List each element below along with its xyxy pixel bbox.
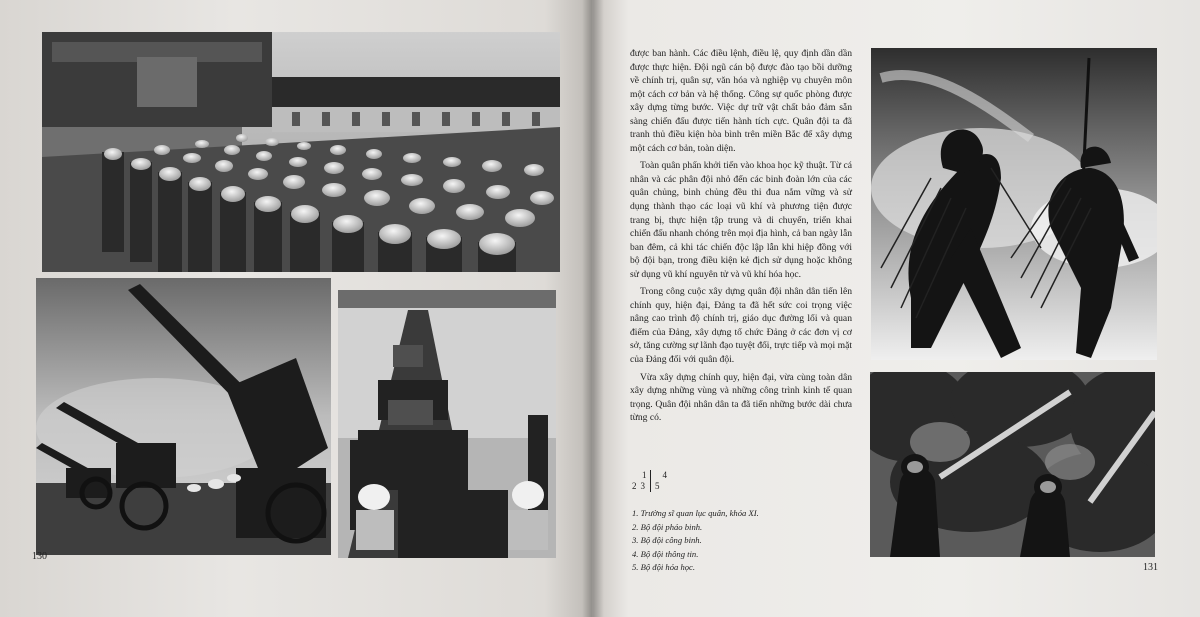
caption-4: 4. Bộ đội thông tin. — [632, 548, 699, 559]
photo-layout-key — [632, 470, 667, 492]
page-number-left: 130 — [32, 551, 47, 562]
paragraph-4: Vừa xây dựng chính quy, hiện đại, vừa cùng toàn dân xây dựng những vùng và những công trình kinh tế quan trọng. Quân đội nhân dân ta đã tiến những bước dài chưa từng có. — [630, 371, 852, 424]
photo-signal-troops — [871, 48, 1157, 360]
layout-key-3: 3 — [640, 481, 645, 491]
layout-key-divider — [650, 470, 651, 492]
photo-chemical-troops — [870, 372, 1155, 557]
caption-2: 2. Bộ đội pháo binh. — [632, 521, 703, 532]
layout-key-5: 5 — [655, 481, 660, 491]
page-number-right: 131 — [1143, 562, 1158, 573]
body-text-column — [630, 47, 852, 429]
caption-5: 5. Bộ đội hóa học. — [632, 562, 696, 573]
book-gutter — [582, 0, 604, 617]
photo-pontoon-bridge — [338, 290, 556, 558]
photo-parade — [42, 32, 560, 272]
layout-key-2: 2 — [632, 481, 637, 491]
paragraph-1: được ban hành. Các điều lệnh, điều lệ, quy định dần dần được thực hiện. Đội ngũ cán bộ được đào tạo bồi dưỡng về chính trị, quân sự, văn hóa và nghiệp vụ chuyên môn một cách cơ bản và hệ thống. Công sự quốc phòng được xây dựng từng bước. Việc dự trữ vật chất bảo đảm sẵn sàng chiến đấu được tiến hành tích cực. Quân đội ta đã tranh thủ điều kiện hòa bình trên miền Bắc để xây dựng một cách cơ bản, toàn diện. — [630, 48, 852, 154]
layout-key-4: 4 — [662, 470, 667, 480]
photo-artillery — [36, 278, 331, 555]
paragraph-2: Toàn quân phấn khởi tiến vào khoa học kỹ thuật. Từ cá nhân và các phân đội nhỏ đến các binh đoàn lớn của các quân chủng, binh chủng đều thi đua nắm vững và sử dụng thành thạo các loại vũ khí và phương tiện được trang bị, thực hiện tập trung và di chuyển, triển khai chiến đấu nhanh chóng trên mọi địa hình, cả ban ngày lẫn ban đêm, cả khi tác chiến độc lập lẫn khi hiệp đồng với bộ đội bạn, trong điều kiện kẻ địch sử dụng hoặc không sử dụng vũ khí nguyên tử và vũ khí hóa học. — [630, 160, 852, 280]
caption-3: 3. Bộ đội công binh. — [632, 535, 702, 546]
paragraph-3: Trong công cuộc xây dựng quân đội nhân dân tiến lên chính quy, hiện đại, Đảng ta đã hết sức coi trọng việc nâng cao trình độ chính trị, giáo dục đường lối và quan điểm của Đảng, xây dựng tổ chức Đảng ở các đơn vị cơ sở, tăng cường sự lãnh đạo tuyệt đối, trực tiếp và mọi mặt của Đảng đối với quân đội. — [630, 286, 852, 366]
layout-key-1: 1 — [642, 470, 647, 480]
photo-captions — [632, 507, 759, 575]
caption-1: 1. Trường sĩ quan lục quân, khóa XI. — [632, 508, 759, 518]
left-page — [0, 0, 592, 617]
